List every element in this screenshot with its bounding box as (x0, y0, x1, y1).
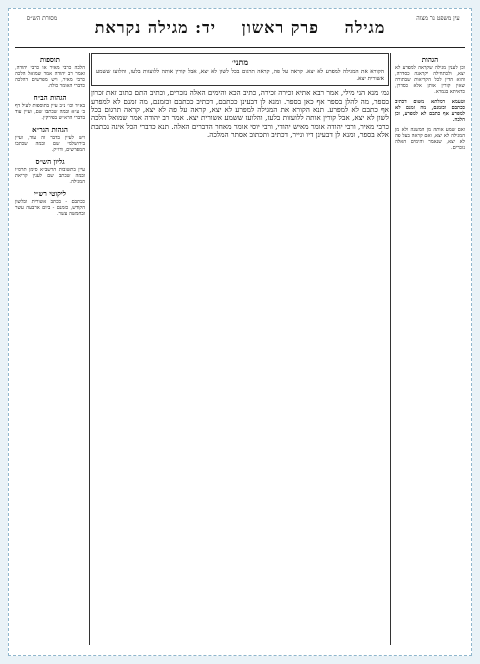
left-section-title: תוספות (40, 55, 60, 64)
mishnah-box (91, 53, 389, 86)
header-title-center: פרק ראשון (241, 18, 319, 37)
page-header (15, 15, 465, 49)
column-divider (390, 53, 391, 645)
left-section-text: הלכה כרבי מאיר או כרבי יהודה, ואמר רב יהודה אמר שמואל הלכה כרבי מאיר, ויש מפרשים דהלכה כדברי האומר כולה. (15, 65, 85, 89)
header-rule (15, 47, 465, 48)
mishnah-text: הקורא את המגילה למפרע לא יצא. קראה על פה, קראה תרגום בכל לשון לא יצא, אבל קורין אותה ללועזות בלעז, והלועז ששמע אשורית יצא. (96, 69, 385, 82)
left-section-title: גליון הש״ס (35, 157, 65, 166)
left-margin-column (15, 53, 85, 645)
corner-left: מסורת הש״ס (26, 15, 58, 22)
mishnah-heading: מתני׳ (231, 57, 249, 67)
column-divider (89, 53, 90, 645)
left-section-title: הגהות הב״ח (33, 93, 67, 102)
right-margin-column (395, 53, 465, 645)
right-section-text: וטעמא דמלתא משום דכתיב ככתבם וכזמנם, מה זמנם לא למפרע אף כתבם לא למפרע, וכן הלכה. (395, 99, 465, 123)
header-title-left: יד: מגילה נקראת (94, 18, 216, 37)
talmud-page (8, 8, 472, 656)
right-section-title: הגהות (421, 55, 439, 64)
right-section-text: וכן לענין מגילה שקראה למפרע לא יצא, ולכתחילה יקראנה כסדרה, והוא הדין לכל הקריאות שבתורה שאין קורין אותן אלא כסדרן, כדאיתא בגמרא. (395, 65, 465, 95)
left-section-title: הגהות הגר״א (32, 125, 68, 134)
left-section-text: ככתבם - בכתב אשורית ובלשון הקודש, כזמנם - ביום ארבעה עשר ובחמשה עשר. (15, 199, 85, 217)
corner-right: עין משפט נר מצוה (416, 15, 460, 22)
left-section-title: ליקוטי רש״י (33, 189, 67, 198)
gemara-text: גמ׳ מנא הני מילי, אמר רבא אתיא זכירה זכירה, כתיב הכא והימים האלה נזכרים, וכתיב התם כתוב זאת זכרון בספר, מה להלן בספר אף כאן בספר. ומנא לן דבעינן ככתבם, דכתיב ככתבם וכזמנם, מה זמנם לא למפרע אף כתבם לא למפרע. תנא הקורא את המגילה למפרע לא יצא, קראה על פה לא יצא, קראה תרגום בכל לשון לא יצא, אבל קורין אותה ללועזות בלעז, והלועז ששמע אשורית יצא. אמר רב יהודה אמר שמואל הלכה כרבי מאיר, ורבי יהודה אומר מאיש יהודי, ורבי יוסי אומר מאחר הדברים האלה. תנא כדברי הכל אינה נכתבת אלא בספר, ומנא לן דבעינן דיו ונייר, דכתיב ותכתוב אסתר המלכה. (91, 88, 389, 140)
main-text-column (91, 53, 389, 645)
left-section-text: ויש לעיין בדבר זה עוד, ועיין בירושלמי שם ובמה שכתבו המפרשים, ודו״ק. (15, 135, 85, 153)
left-section-text: בא״ד וכו׳ נ״ב עיין בתוספות לעיל דף ב׳ ע״א ובמה שכתבו שם, ועיין עוד בדברי הרא״ש בפירקין. (15, 103, 85, 121)
left-section-text: עיין בתשובות הרשב״א סימן תרס״ו ובמה שכתב שם לענין קריאת המגילה. (15, 167, 85, 185)
header-title-right: מגילה (344, 18, 386, 37)
right-section-text: ואם שמע אותה מן המשנה ולא מן המגילה לא יצא, ואם קראה בעל פה לא יצא, שנאמר והימים האלה נזכרים. (395, 127, 465, 151)
